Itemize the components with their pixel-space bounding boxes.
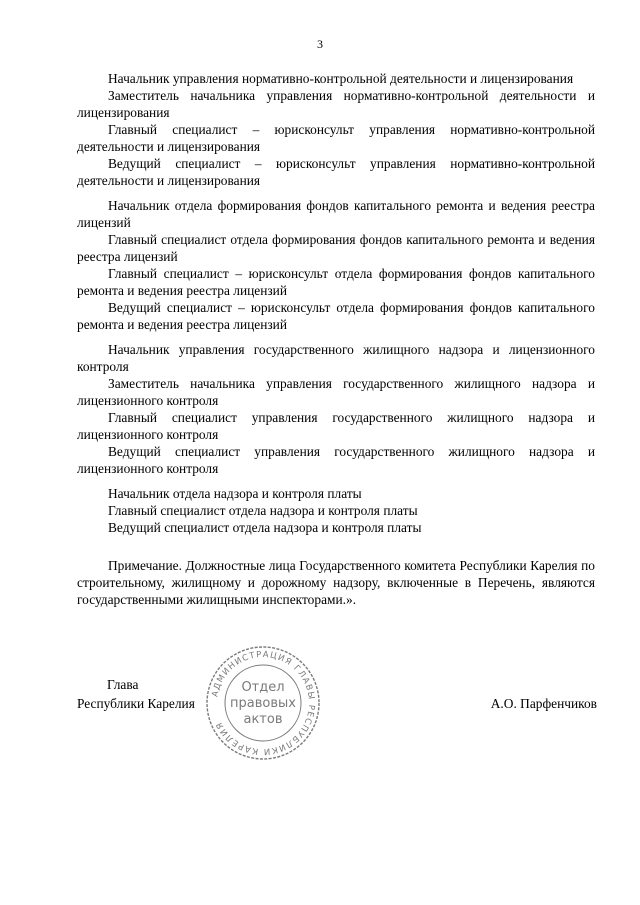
position-group xyxy=(77,70,595,189)
signatory-title: Глава xyxy=(107,677,139,692)
position-item: Главный специалист отдела формирования фондов капитального ремонта и ведения реестра лицензий xyxy=(77,232,595,264)
position-item: Ведущий специалист – юрисконсульт отдела формирования фондов капитального ремонта и ведения реестра лицензий xyxy=(77,300,595,332)
position-item: Начальник управления государственного жилищного надзора и лицензионного контроля xyxy=(77,342,595,374)
position-item: Главный специалист – юрисконсульт управления нормативно-контрольной деятельности и лицензирования xyxy=(77,122,595,154)
signature-block xyxy=(77,649,597,772)
stamp-center-line: правовых xyxy=(230,696,296,711)
position-item: Заместитель начальника управления государственного жилищного надзора и лицензионного контроля xyxy=(77,376,595,408)
position-item: Главный специалист отдела надзора и контроля платы xyxy=(108,503,418,518)
signatory-name: А.О. Парфенчиков xyxy=(490,696,597,711)
position-item: Начальник отдела надзора и контроля платы xyxy=(108,486,362,501)
position-item: Ведущий специалист отдела надзора и контроля платы xyxy=(108,520,422,535)
page-number: 3 xyxy=(317,37,323,51)
stamp-center-line: Отдел xyxy=(241,680,285,695)
position-item: Ведущий специалист – юрисконсульт управления нормативно-контрольной деятельности и лицензирования xyxy=(77,156,595,188)
position-item: Главный специалист управления государственного жилищного надзора и лицензионного контроля xyxy=(77,410,595,442)
position-group xyxy=(77,485,595,536)
official-stamp-icon xyxy=(204,644,322,762)
position-item: Ведущий специалист управления государственного жилищного надзора и лицензионного контроля xyxy=(77,444,595,476)
position-group xyxy=(77,197,595,333)
stamp-ring-text: АДМИНИСТРАЦИЯ ГЛАВЫ РЕСПУБЛИКИ КАРЕЛИЯ xyxy=(210,649,317,757)
stamp-center-line: актов xyxy=(243,712,283,727)
positions-list xyxy=(77,70,595,608)
position-item: Начальник отдела формирования фондов капитального ремонта и ведения реестра лицензий xyxy=(77,198,595,230)
position-item: Заместитель начальника управления нормативно-контрольной деятельности и лицензирования xyxy=(77,88,595,120)
note-paragraph: Примечание. Должностные лица Государственного комитета Республики Карелия по строительному, жилищному и дорожному надзору, включенные в Перечень, являются государственными жилищными инспекторами.». xyxy=(77,558,595,607)
position-item: Главный специалист – юрисконсульт отдела формирования фондов капитального ремонта и ведения реестра лицензий xyxy=(77,266,595,298)
position-group xyxy=(77,341,595,477)
signatory-title: Республики Карелия xyxy=(77,696,195,711)
position-item: Начальник управления нормативно-контрольной деятельности и лицензирования xyxy=(108,71,574,86)
